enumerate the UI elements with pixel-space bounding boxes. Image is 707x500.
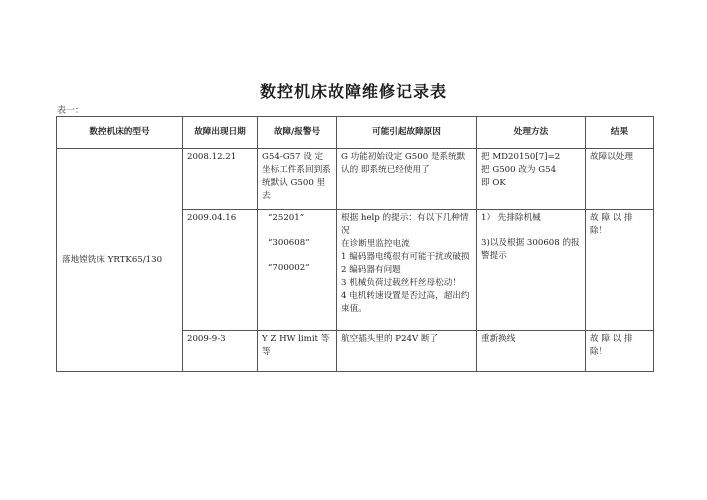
cause-line: 1 编码器电缆很有可能干扰或破损 [341,252,470,262]
method-line: 把 MD20150[7]=2 [481,152,561,162]
result-cell: 故障以处理 [586,149,654,210]
date-cell: 2009.04.16 [183,210,258,331]
method-cell [477,149,586,210]
method-line: 1） 先排除机械 [481,213,541,223]
cause-cell [337,331,477,372]
repair-record-table [56,116,654,372]
result-cell: 故 障 以 排除！ [586,210,654,331]
cause-line: 根据 help 的提示：有以下几种情况 [341,213,469,236]
cause-line: 2 编码器有问题 [341,265,401,275]
method-line: 3)以及根据 300608 的报警提示 [481,238,580,261]
cause-line: 航空插头里的 P24V 断了 [341,334,439,344]
date-cell: 2009-9-3 [183,331,258,372]
header-model: 数控机床的型号 [57,117,183,149]
header-method: 处理方法 [477,117,586,149]
alarm-cell: Y Z HW limit 等等 [258,331,337,372]
method-line: 即 OK [481,178,506,188]
table-caption: 表一： [57,106,85,116]
cause-line: 4 电机转速设置是否过高，超出约束值。 [341,291,470,314]
date-cell: 2008.12.21 [183,149,258,210]
alarm-code: “700002” [268,263,310,273]
alarm-code: “25201” [268,213,305,223]
cause-line: 3 机械负荷过载丝杆丝母松动！ [341,278,461,288]
header-cause: 可能引起故障原因 [337,117,477,149]
method-line: 重新换线 [481,334,516,344]
table-header-row [57,117,654,149]
result-cell: 故 障 以 排除！ [586,331,654,372]
cause-line: G 功能初始设定 G500 是系统默认的 即系统已经使用了 [341,152,466,175]
alarm-code: “300608” [268,238,310,248]
machine-model-cell: 落地镗铣床 YRTK65/130 [57,149,183,372]
cause-cell [337,210,477,331]
method-line: 把 G500 改为 G54 [481,165,557,175]
table-row [57,149,654,210]
header-alarm: 故障/报警号 [258,117,337,149]
cause-cell [337,149,477,210]
alarm-cell: G54-G57 设 定 坐标工件系回到系统默认 G500 里去 [258,149,337,210]
header-date: 故障出现日期 [183,117,258,149]
method-cell [477,331,586,372]
header-result: 结果 [586,117,654,149]
method-cell [477,210,586,331]
alarm-cell [258,210,337,331]
cause-line: 在诊断里监控电流 [341,239,410,249]
page-title: 数控机床故障维修记录表 [259,82,447,101]
